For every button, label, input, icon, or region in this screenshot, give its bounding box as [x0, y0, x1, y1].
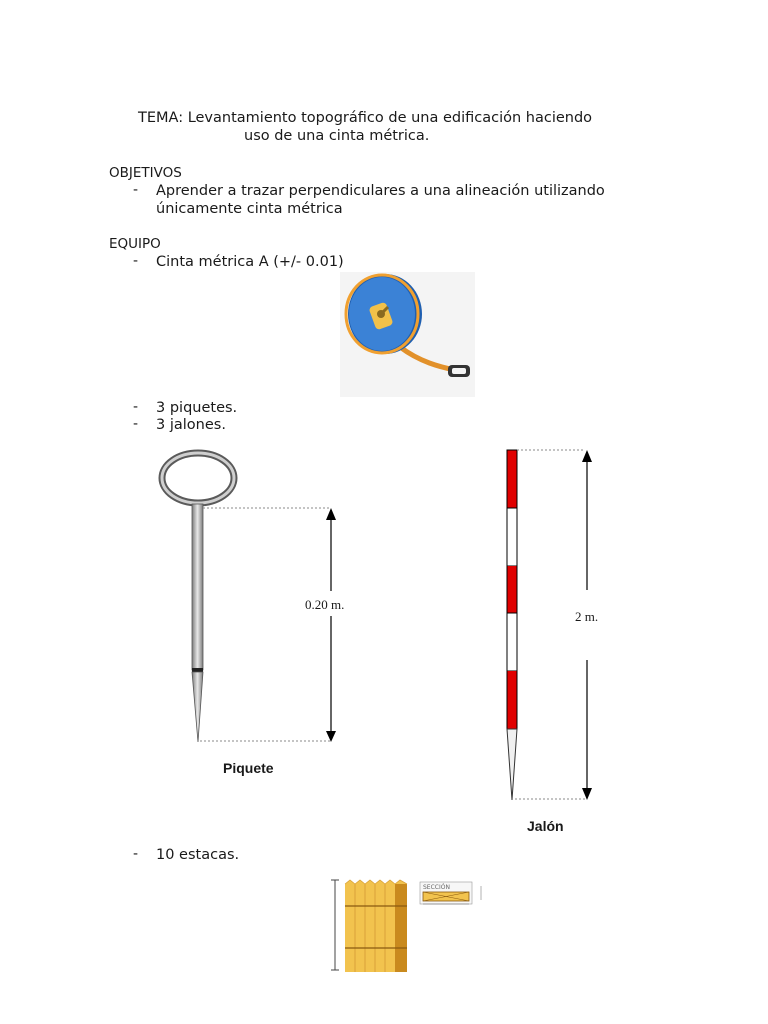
equipo-heading: EQUIPO	[109, 236, 161, 252]
equipo-item-piquetes: 3 piquetes.	[156, 400, 238, 416]
piquete-caption: Piquete	[223, 760, 274, 776]
objetivo-line-1: Aprender a trazar perpendiculares a una alineación utilizando	[156, 183, 605, 199]
bullet-dash: -	[133, 182, 139, 198]
stake-section-label: SECCIÓN	[423, 884, 450, 891]
bullet-dash: -	[133, 399, 139, 415]
bullet-dash: -	[133, 846, 139, 862]
jalon-dimension-label: 2 m.	[575, 609, 599, 624]
bullet-dash: -	[133, 416, 139, 432]
tema-line-2: uso de una cinta métrica.	[244, 128, 430, 144]
objetivo-line-2: únicamente cinta métrica	[156, 201, 343, 217]
stakes-image	[325, 876, 495, 976]
piquete-dimension-label: 0.20 m.	[305, 597, 345, 612]
bullet-dash: -	[133, 253, 139, 269]
tema-line-1: TEMA: Levantamiento topográfico de una edificación haciendo	[138, 110, 593, 126]
jalon-caption: Jalón	[527, 818, 564, 834]
equipo-item-cinta: Cinta métrica A (+/- 0.01)	[156, 254, 344, 270]
equipo-item-estacas: 10 estacas.	[156, 847, 240, 863]
objetivos-heading: OBJETIVOS	[109, 165, 182, 181]
tape-measure-image	[340, 272, 475, 397]
equipo-item-jalones: 3 jalones.	[156, 417, 226, 433]
